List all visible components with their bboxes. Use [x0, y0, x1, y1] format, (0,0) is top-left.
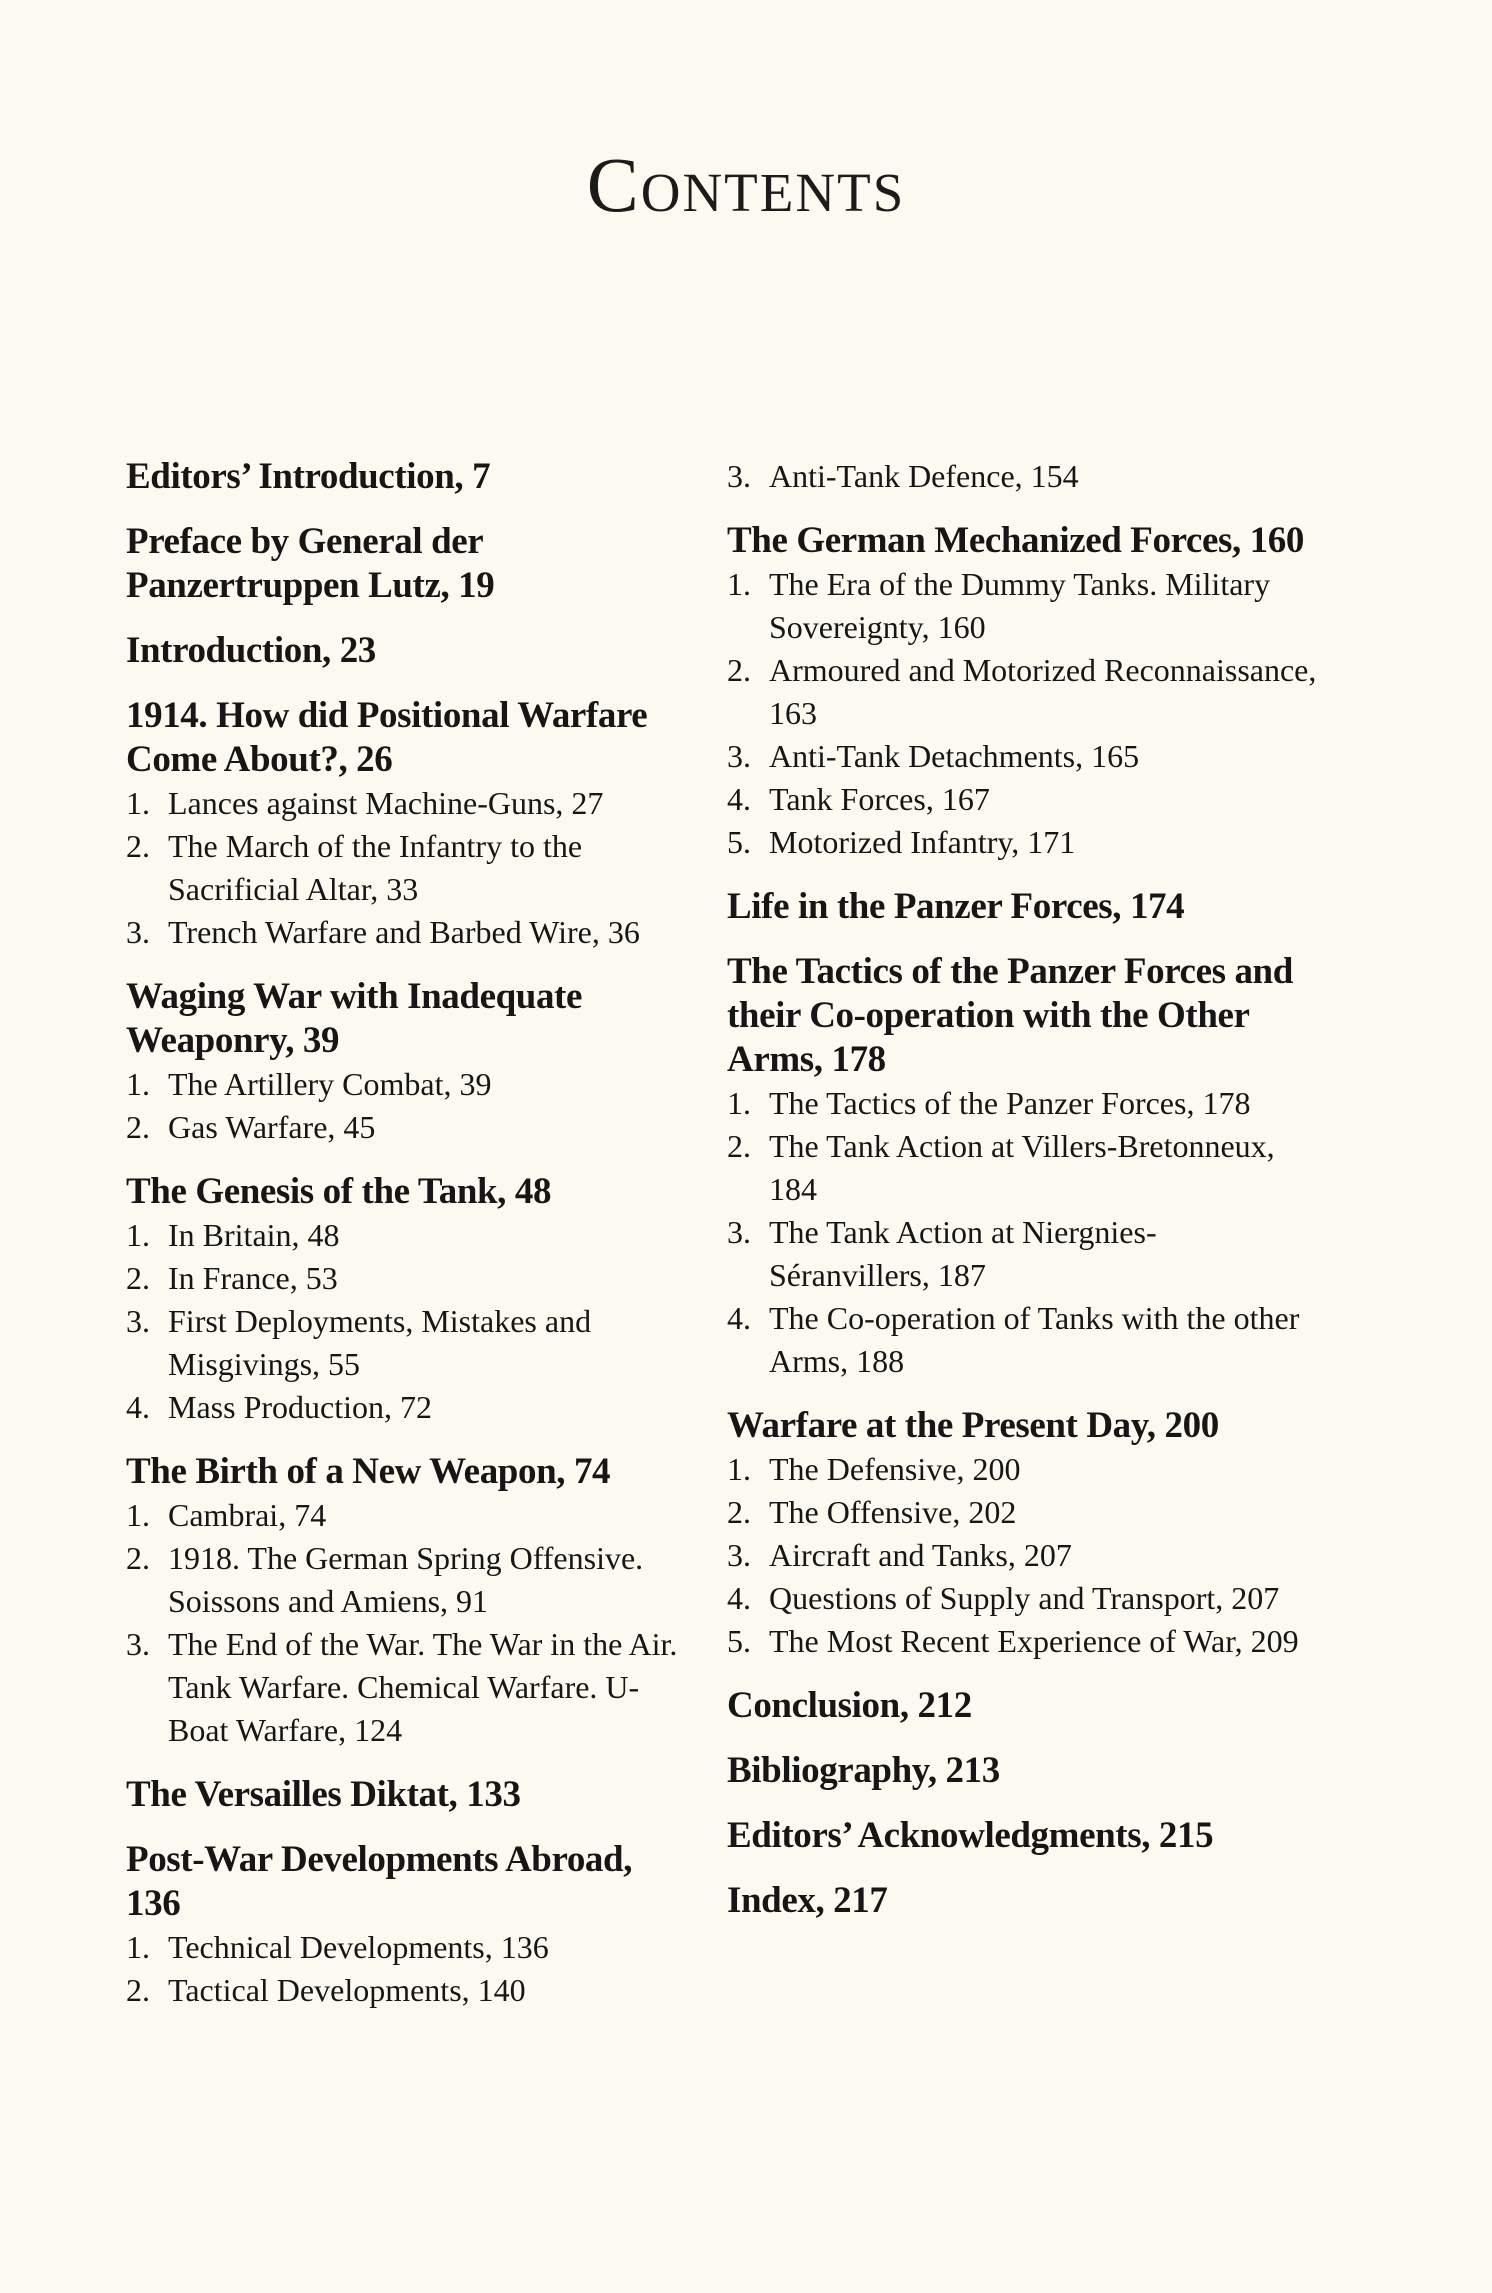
toc-entry	[727, 1879, 1317, 1923]
toc-entry	[126, 455, 686, 499]
toc-subentry-text: Motorized Infantry, 171	[769, 824, 1076, 860]
toc-subentry-text: Questions of Supply and Transport, 207	[769, 1580, 1280, 1616]
toc-heading-the-german-mechanized-forces-160: The German Mechanized Forces, 160	[727, 520, 1304, 561]
toc-heading-preface-by-general-der-panzertruppen-lut: Preface by General der Panzertruppen Lutz, 19	[126, 521, 495, 606]
toc-subentry-number: 3.	[126, 914, 150, 950]
toc-subentry	[727, 1534, 1317, 1577]
toc-subentry-text: The End of the War. The War in the Air. Tank Warfare. Chemical Warfare. U-Boat Warfare, 124	[168, 1626, 678, 1748]
toc-subentry-text: Cambrai, 74	[168, 1497, 327, 1533]
toc-subentry-text: 1918. The German Spring Offensive. Soissons and Amiens, 91	[168, 1540, 644, 1619]
toc-subentry-text: Lances against Machine-Guns, 27	[168, 785, 604, 821]
toc-subentry	[126, 1537, 686, 1623]
toc-subentry-number: 3.	[727, 1537, 751, 1573]
toc-subentry-text: First Deployments, Mistakes and Misgivings, 55	[168, 1303, 592, 1382]
toc-subentry-number: 2.	[126, 828, 150, 864]
toc-subentry	[126, 1300, 686, 1386]
toc-subentry-number: 3.	[727, 1214, 751, 1250]
toc-heading-1914-how-did-positional-warfare-come-abo: 1914. How did Positional Warfare Come About?, 26	[126, 695, 648, 780]
toc-subentry-text: In France, 53	[168, 1260, 338, 1296]
toc-heading-life-in-the-panzer-forces-174: Life in the Panzer Forces, 174	[727, 886, 1185, 927]
toc-subentry-text: The Tank Action at Villers-Bretonneux, 184	[769, 1128, 1275, 1207]
toc-subentry	[126, 1257, 686, 1300]
toc-subentry-text: The Tank Action at Niergnies-Séranvillers, 187	[769, 1214, 1157, 1293]
toc-subentry-text: Tactical Developments, 140	[168, 1972, 526, 2008]
toc-entry	[126, 629, 686, 673]
toc-subentry	[727, 1491, 1317, 1534]
toc-subentry	[727, 1125, 1317, 1211]
toc-entry	[126, 1170, 686, 1429]
toc-subentry	[727, 1620, 1317, 1663]
toc-subentry-number: 3.	[727, 738, 751, 774]
toc-subentry	[727, 1577, 1317, 1620]
toc-entry	[727, 519, 1317, 864]
toc-heading-warfare-at-the-present-day-200: Warfare at the Present Day, 200	[727, 1405, 1219, 1446]
toc-subentry	[126, 1386, 686, 1429]
toc-subentry	[727, 735, 1317, 778]
toc-subentry	[126, 825, 686, 911]
toc-heading-waging-war-with-inadequate-weaponry-39: Waging War with Inadequate Weaponry, 39	[126, 976, 582, 1061]
toc-subentry-number: 1.	[126, 785, 150, 821]
toc-subentry-number: 1.	[727, 566, 751, 602]
toc-heading-conclusion-212: Conclusion, 212	[727, 1685, 972, 1726]
toc-subentry	[727, 778, 1317, 821]
toc-subentry-text: The Tactics of the Panzer Forces, 178	[769, 1085, 1251, 1121]
toc-right-column	[727, 455, 1317, 1923]
toc-subentry-text: Gas Warfare, 45	[168, 1109, 376, 1145]
toc-heading-editors-acknowledgments-215: Editors’ Acknowledgments, 215	[727, 1815, 1214, 1856]
toc-subentry	[126, 1106, 686, 1149]
toc-subentry-number: 4.	[126, 1389, 150, 1425]
toc-heading-editors-introduction-7: Editors’ Introduction, 7	[126, 456, 491, 497]
toc-subentry-number: 1.	[727, 1085, 751, 1121]
toc-heading-post-war-developments-abroad-136: Post-War Developments Abroad, 136	[126, 1839, 633, 1924]
toc-subentry	[727, 1211, 1317, 1297]
toc-subentry-number: 2.	[126, 1260, 150, 1296]
toc-subentry-number: 2.	[126, 1972, 150, 2008]
toc-heading-index-217: Index, 217	[727, 1880, 888, 1921]
toc-subentry-number: 2.	[126, 1540, 150, 1576]
toc-subentry-text: The Co-operation of Tanks with the other Arms, 188	[769, 1300, 1300, 1379]
toc-subentry	[126, 1494, 686, 1537]
toc-subentry-number: 1.	[126, 1066, 150, 1102]
toc-subentry-number: 5.	[727, 1623, 751, 1659]
toc-subentry-number: 4.	[727, 1580, 751, 1616]
toc-subentry-number: 1.	[126, 1497, 150, 1533]
toc-subentry-number: 3.	[126, 1303, 150, 1339]
toc-subentry	[126, 1969, 686, 2012]
toc-subentry-text: The Most Recent Experience of War, 209	[769, 1623, 1299, 1659]
toc-subentry-text: Technical Developments, 136	[168, 1929, 549, 1965]
toc-subentry-text: In Britain, 48	[168, 1217, 340, 1253]
toc-entry	[727, 1404, 1317, 1663]
toc-subentry-number: 1.	[126, 1929, 150, 1965]
toc-entry	[126, 1450, 686, 1752]
toc-subentry-number: 1.	[727, 1451, 751, 1487]
toc-subentry-text: Anti-Tank Detachments, 165	[769, 738, 1140, 774]
toc-subentry-number: 5.	[727, 824, 751, 860]
toc-entry	[126, 1773, 686, 1817]
toc-subentry	[126, 1063, 686, 1106]
toc-entry	[126, 975, 686, 1149]
toc-subentry-number: 4.	[727, 1300, 751, 1336]
toc-subentry-text: Mass Production, 72	[168, 1389, 432, 1425]
toc-subentry	[727, 821, 1317, 864]
toc-subentry-number: 4.	[727, 781, 751, 817]
toc-subentry	[126, 1623, 686, 1752]
toc-subentry-number: 3.	[126, 1626, 150, 1662]
toc-heading-introduction-23: Introduction, 23	[126, 630, 376, 671]
toc-subentry-number: 2.	[126, 1109, 150, 1145]
toc-heading-the-versailles-diktat-133: The Versailles Diktat, 133	[126, 1774, 521, 1815]
page-title: Contents	[586, 141, 906, 228]
toc-subentry-number: 2.	[727, 1494, 751, 1530]
toc-subentry-number: 2.	[727, 1128, 751, 1164]
toc-subentry-text: Aircraft and Tanks, 207	[769, 1537, 1072, 1573]
toc-heading-the-tactics-of-the-panzer-forces-and-the: The Tactics of the Panzer Forces and their Co-operation with the Other Arms, 178	[727, 951, 1293, 1080]
toc-subentry-text: The Artillery Combat, 39	[168, 1066, 492, 1102]
toc-subentry-number: 2.	[727, 652, 751, 688]
toc-entry	[126, 694, 686, 954]
toc-entry	[727, 1684, 1317, 1728]
toc-subentry	[727, 649, 1317, 735]
toc-entry	[727, 455, 1317, 498]
toc-subentry-text: The Era of the Dummy Tanks. Military Sovereignty, 160	[769, 566, 1271, 645]
toc-subentry	[727, 563, 1317, 649]
toc-subentry-number: 1.	[126, 1217, 150, 1253]
toc-subentry-text: The Offensive, 202	[769, 1494, 1017, 1530]
toc-subentry	[126, 1214, 686, 1257]
toc-subentry	[727, 1297, 1317, 1383]
toc-left-column	[126, 455, 686, 2012]
toc-subentry-text: The March of the Infantry to the Sacrificial Altar, 33	[168, 828, 583, 907]
toc-heading-bibliography-213: Bibliography, 213	[727, 1750, 1000, 1791]
toc-entry	[727, 1749, 1317, 1793]
toc-entry	[126, 520, 686, 608]
toc-heading-the-genesis-of-the-tank-48: The Genesis of the Tank, 48	[126, 1171, 552, 1212]
toc-subentry-text: Tank Forces, 167	[769, 781, 990, 817]
toc-subentry	[126, 911, 686, 954]
toc-subentry-text: Anti-Tank Defence, 154	[769, 458, 1079, 494]
toc-subentry	[727, 1448, 1317, 1491]
toc-subentry-text: Trench Warfare and Barbed Wire, 36	[168, 914, 640, 950]
toc-entry	[126, 1838, 686, 2012]
toc-entry	[727, 885, 1317, 929]
toc-subentry	[126, 782, 686, 825]
toc-entry	[727, 950, 1317, 1383]
toc-subentry	[126, 1926, 686, 1969]
toc-subentry	[727, 1082, 1317, 1125]
toc-subentry-number: 3.	[727, 458, 751, 494]
toc-heading-the-birth-of-a-new-weapon-74: The Birth of a New Weapon, 74	[126, 1451, 611, 1492]
toc-entry	[727, 1814, 1317, 1858]
toc-subentry-text: Armoured and Motorized Reconnaissance, 163	[769, 652, 1317, 731]
toc-subentry-text: The Defensive, 200	[769, 1451, 1021, 1487]
toc-subentry	[727, 455, 1317, 498]
